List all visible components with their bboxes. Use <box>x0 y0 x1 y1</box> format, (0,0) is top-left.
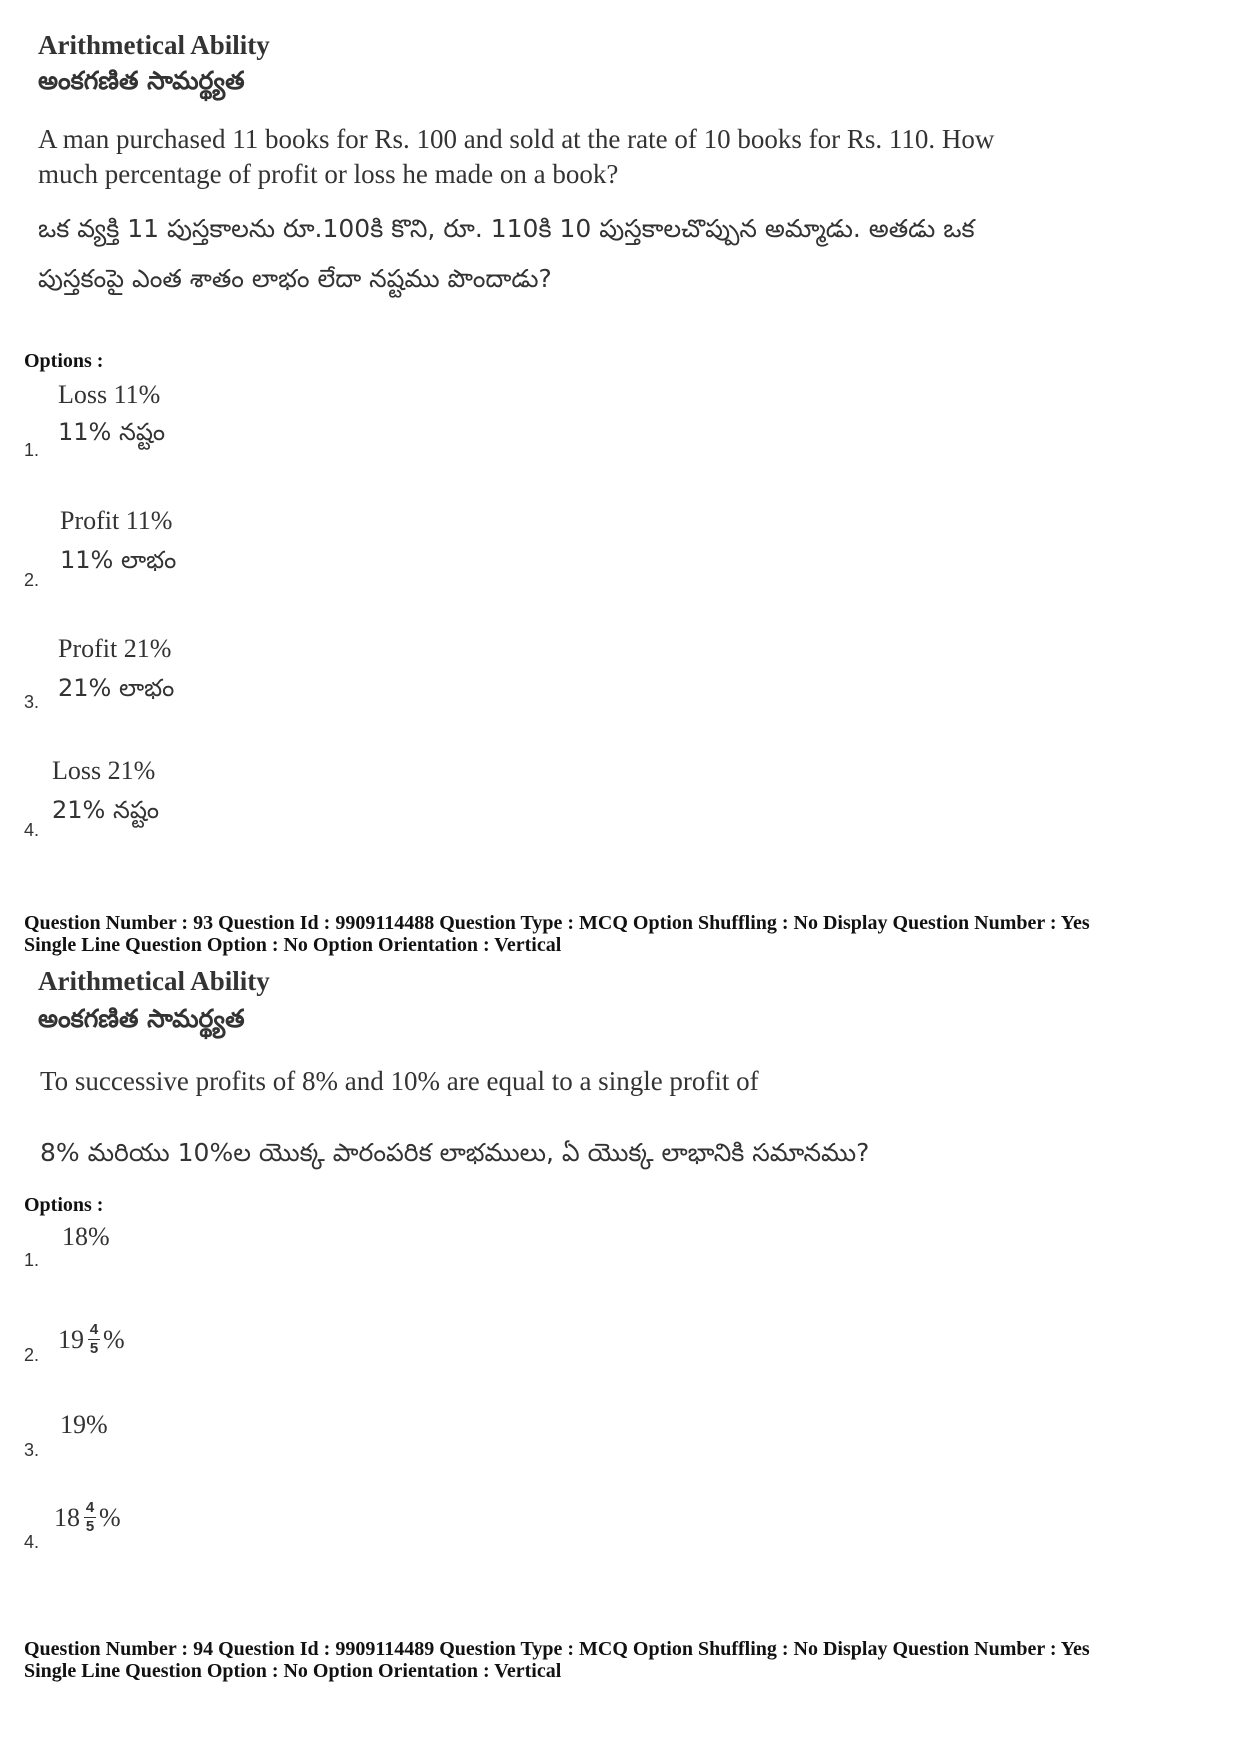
meta-line: Single Line Question Option : No Option Orientation : Vertical <box>24 934 562 956</box>
fraction-denominator: 5 <box>85 1518 95 1535</box>
fraction <box>84 1500 96 1535</box>
section-title: Arithmetical Ability <box>38 966 270 996</box>
section-title-telugu: అంకగణిత సామర్థ్యత <box>38 66 245 95</box>
option-2-mixed-fraction <box>58 1322 125 1357</box>
option-4-number: 4. <box>24 820 40 840</box>
fraction-numerator: 4 <box>85 1499 95 1516</box>
fraction <box>88 1322 100 1357</box>
question-text-english: To successive profits of 8% and 10% are equal to a single profit of <box>40 1066 759 1096</box>
option-1-english: Loss 11% <box>58 380 161 409</box>
question-text-telugu-line2: పుస్తకంపై ఎంత శాతం లాభం లేదా నష్టము పొందాడు? <box>38 264 552 293</box>
question-line: much percentage of profit or loss he made on a book? <box>38 159 619 189</box>
question-text-telugu-line1: ఒక వ్యక్తి 11 పుస్తకాలను రూ.100కి కొని, రూ. 110కి 10 పుస్తకాలచొప్పున అమ్మాడు. అతడు ఒక <box>38 214 975 243</box>
options-label: Options : <box>24 350 104 372</box>
option-3-telugu: 21% లాభం <box>58 674 175 702</box>
section-title-telugu: అంకగణిత సామర్థ్యత <box>38 1004 245 1033</box>
options-label: Options : <box>24 1194 104 1216</box>
option-3-english: Profit 21% <box>58 634 172 663</box>
option-2-telugu: 11% లాభం <box>60 546 177 574</box>
option-2-number: 2. <box>24 570 40 590</box>
section-title: Arithmetical Ability <box>38 30 270 60</box>
question-meta-94 <box>24 1638 1090 1682</box>
option-2-number: 2. <box>24 1345 40 1365</box>
meta-line: Single Line Question Option : No Option Orientation : Vertical <box>24 1660 562 1682</box>
option-1-text: 18% <box>62 1222 110 1251</box>
question-line: A man purchased 11 books for Rs. 100 and sold at the rate of 10 books for Rs. 110. How <box>38 124 995 154</box>
option-3-text: 19% <box>60 1410 108 1439</box>
option-3-number: 3. <box>24 692 40 712</box>
option-1-number: 1. <box>24 440 40 460</box>
option-2-english: Profit 11% <box>60 506 173 535</box>
fraction-denominator: 5 <box>89 1340 99 1357</box>
option-4-mixed-fraction <box>54 1500 121 1535</box>
question-meta-93 <box>24 912 1090 956</box>
percent-sign: % <box>99 1502 121 1532</box>
option-3-number: 3. <box>24 1440 40 1460</box>
fraction-whole: 19 <box>58 1324 84 1354</box>
fraction-numerator: 4 <box>89 1321 99 1338</box>
fraction-whole: 18 <box>54 1502 80 1532</box>
option-4-number: 4. <box>24 1532 40 1552</box>
option-4-english: Loss 21% <box>52 756 156 785</box>
option-1-telugu: 11% నష్టం <box>58 418 166 446</box>
question-text-telugu: 8% మరియు 10%ల యొక్క పారంపరిక లాభములు, ఏ యొక్క లాభానికి సమానము? <box>40 1138 870 1167</box>
option-1-number: 1. <box>24 1250 40 1270</box>
percent-sign: % <box>103 1324 125 1354</box>
question-text-english <box>38 122 994 192</box>
meta-line: Question Number : 94 Question Id : 9909114489 Question Type : MCQ Option Shuffling : No Display Question Number : Yes <box>24 1638 1090 1660</box>
option-4-telugu: 21% నష్టం <box>52 796 160 824</box>
meta-line: Question Number : 93 Question Id : 9909114488 Question Type : MCQ Option Shuffling : No Display Question Number : Yes <box>24 912 1090 934</box>
